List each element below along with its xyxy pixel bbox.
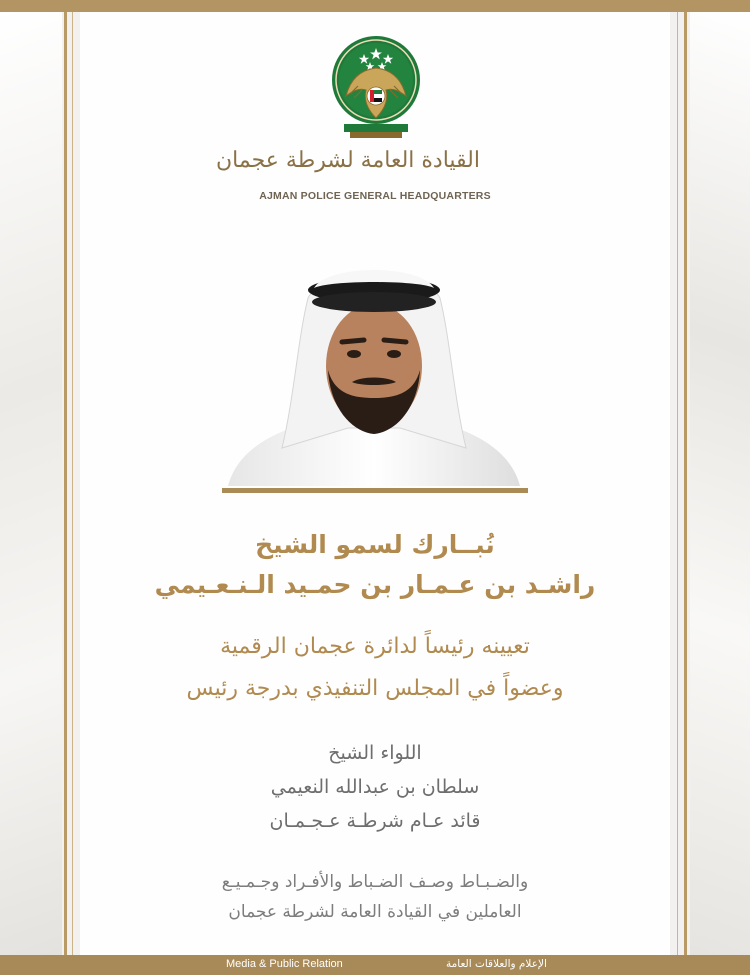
right-gold-border-thin <box>677 12 678 955</box>
footer-arabic: الإعلام والعلاقات العامة <box>446 958 547 970</box>
footer-band <box>0 955 750 975</box>
org-name-english: AJMAN POLICE GENERAL HEADQUARTERS <box>259 190 491 202</box>
left-gold-border <box>64 12 67 955</box>
portrait-photo <box>228 258 520 486</box>
sender-name: سلطان بن عبدالله النعيمي <box>270 776 480 798</box>
sender-title: اللواء الشيخ <box>328 742 422 764</box>
appointee-name: راشـد بن عـمـار بن حمـيد الـنـعـيمي <box>154 570 596 599</box>
appointment-line-1: تعيينه رئيساً لدائرة عجمان الرقمية <box>220 634 530 659</box>
congrats-line: نُبــارك لسمو الشيخ <box>255 530 495 559</box>
left-gold-border-thin <box>72 12 73 955</box>
top-gold-band <box>0 0 750 12</box>
left-background-panel <box>0 12 62 955</box>
appointment-line-2: وعضواً في المجلس التنفيذي بدرجة رئيس <box>186 676 564 701</box>
right-background-panel <box>690 12 750 955</box>
sender-position: قائد عـام شرطـة عـجـمـان <box>269 810 481 832</box>
org-name-arabic: القيادة العامة لشرطة عجمان <box>216 148 480 173</box>
gold-divider <box>222 488 528 493</box>
staff-line-1: والضـبـاط وصـف الضـباط والأفـراد وجـمـيـع <box>221 872 529 892</box>
footer-english: Media & Public Relation <box>226 958 343 970</box>
ajman-police-emblem-icon <box>330 34 422 142</box>
right-gold-border <box>684 12 687 955</box>
staff-line-2: العاملين في القيادة العامة لشرطة عجمان <box>228 902 522 922</box>
